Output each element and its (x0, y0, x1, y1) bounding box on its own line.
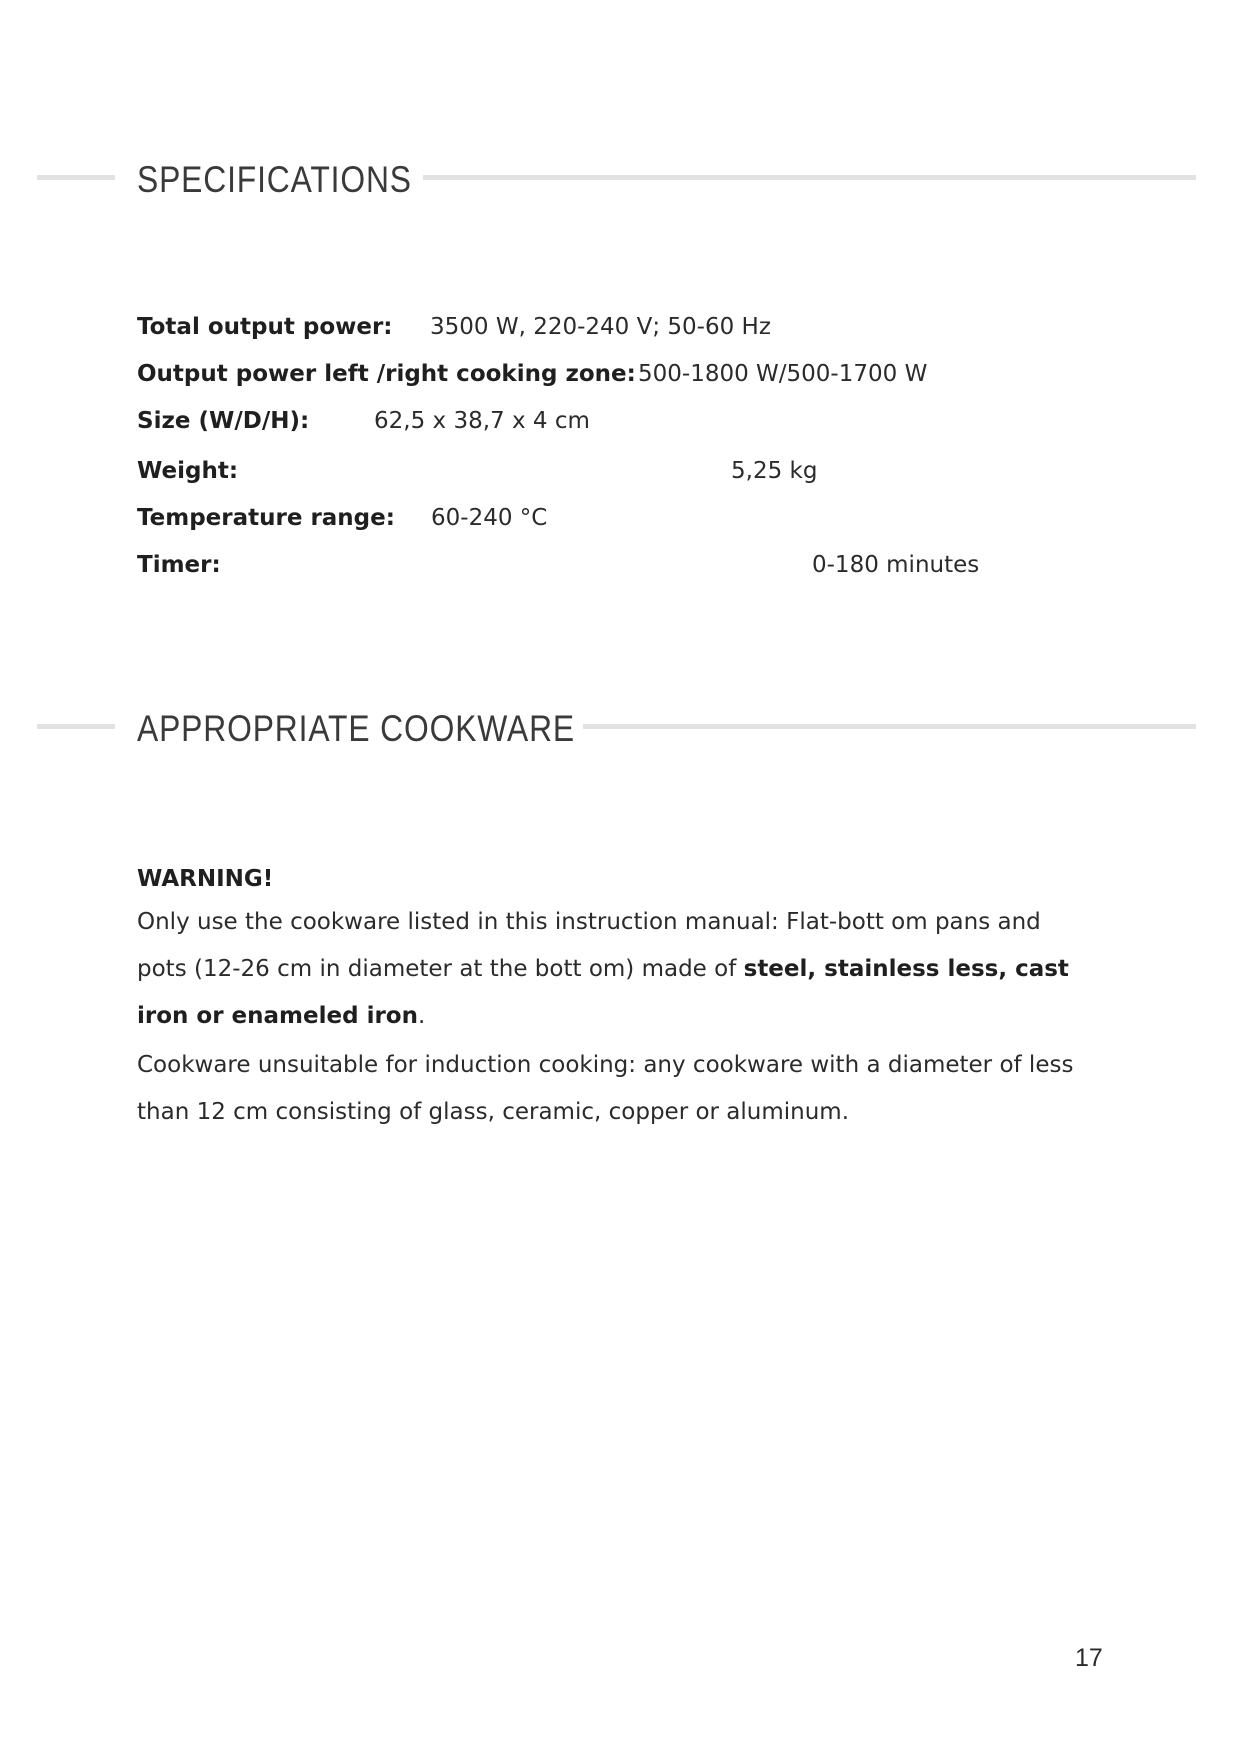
unsuitable-cookware-text: Cookware unsuitable for induction cooking: any cookware with a diameter of less than 12 cm consisting of glass, ceramic, copper or aluminum. (137, 1052, 1074, 1125)
section-rule-left (37, 724, 115, 729)
spec-label: Total output power: (137, 314, 393, 340)
specifications-heading: SPECIFICATIONS (137, 159, 412, 200)
warning-title: WARNING! (137, 866, 274, 892)
spec-label: Temperature range: (137, 505, 395, 531)
suitable-materials: steel, stainless less, cast iron or enameled iron (137, 956, 1069, 1029)
spec-label: Weight: (137, 458, 239, 484)
spec-value: 5,25 kg (731, 458, 818, 484)
spec-label: Timer: (137, 552, 221, 578)
section-rule-left (37, 175, 115, 180)
spec-label: Size (W/D/H): (137, 408, 310, 434)
spec-value: 3500 W, 220-240 V; 50-60 Hz (430, 314, 771, 340)
section-rule-right (423, 175, 1196, 180)
instructions-text: Only use the cookware listed in this instruction manual: Flat-bott om pans and pots (12-26 cm in diameter at the bott om) made of (137, 909, 1041, 982)
spec-label: Output power left /right cooking zone: (137, 361, 636, 387)
spec-value: 60-240 °C (431, 505, 548, 531)
section-rule-right (583, 724, 1196, 729)
instructions-end: . (417, 1003, 426, 1029)
spec-value: 62,5 x 38,7 x 4 cm (374, 408, 590, 434)
spec-value: 500-1800 W/500-1700 W (638, 361, 928, 387)
page-number: 17 (1075, 1644, 1103, 1672)
cookware-instructions (137, 899, 1097, 1040)
spec-value: 0-180 minutes (812, 552, 980, 578)
cookware-heading: APPROPRIATE COOKWARE (137, 708, 575, 749)
